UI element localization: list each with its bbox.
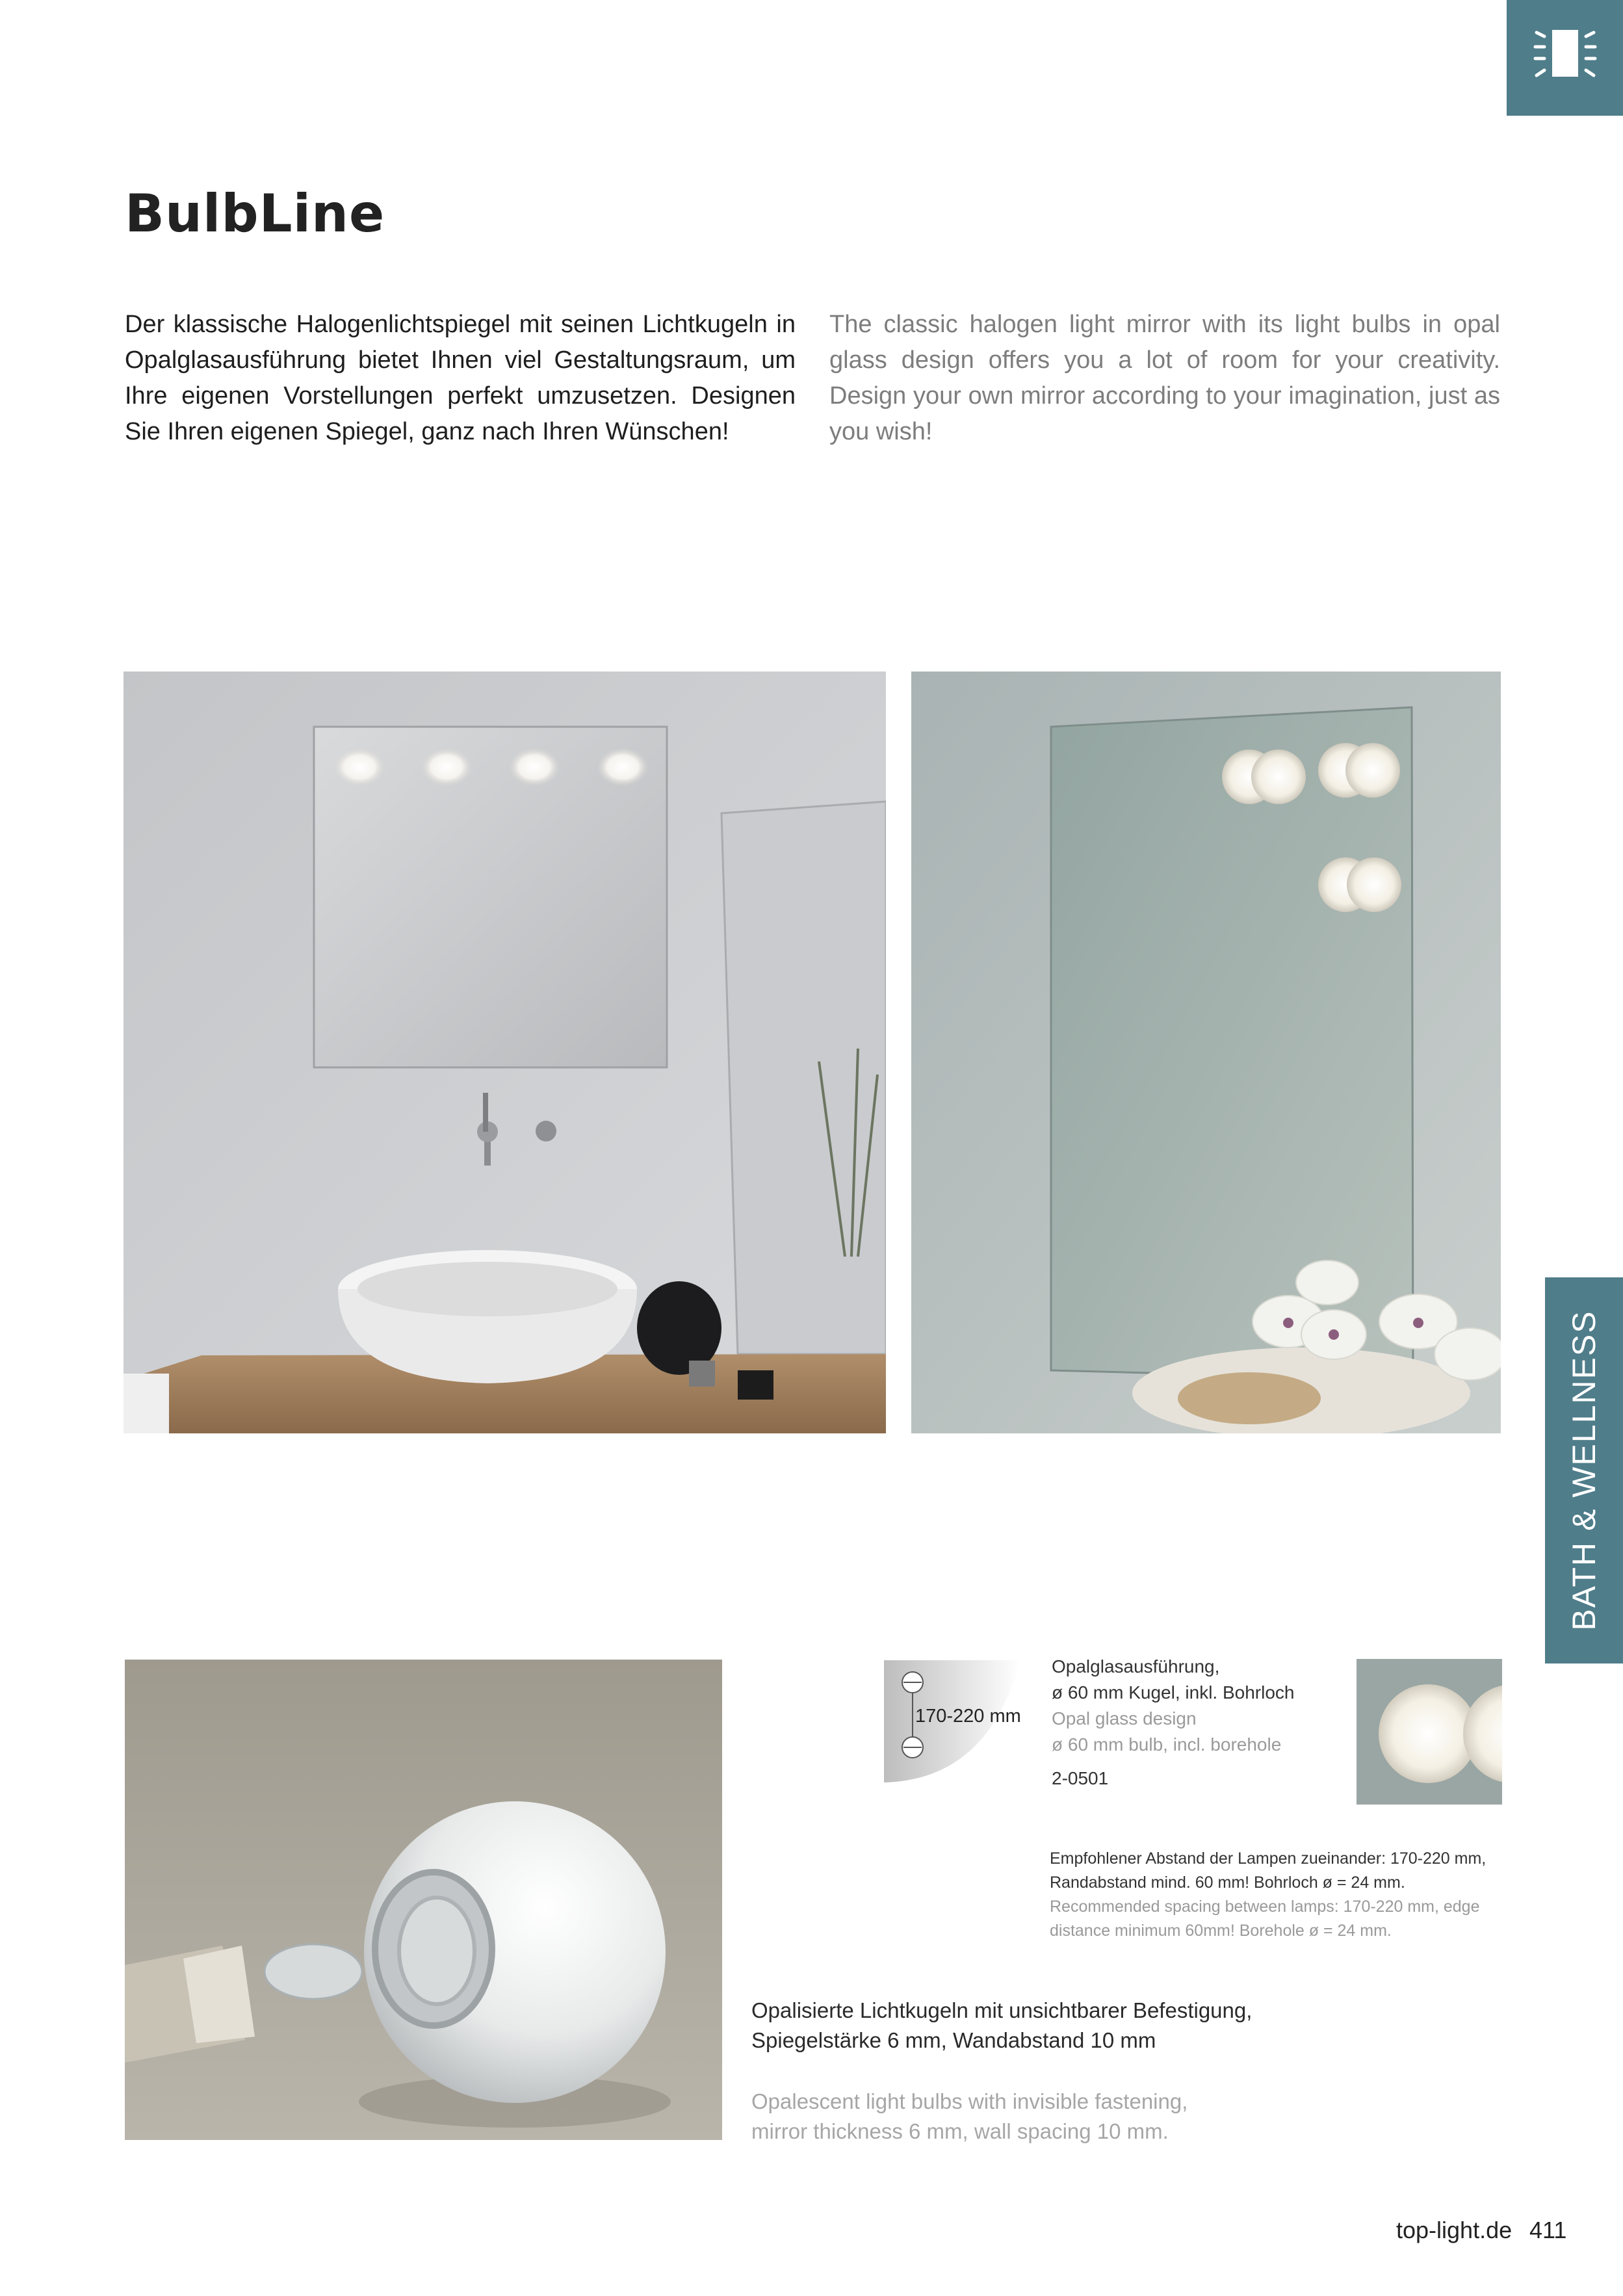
spec-english-line-1: Opal glass design: [1052, 1708, 1197, 1729]
bathroom-mirror-photo: [123, 672, 886, 1433]
spacing-note-english-line-1: Recommended spacing between lamps: 170-220 mm, edge: [1050, 1898, 1480, 1916]
spacing-note-german-line-2: Randabstand mind. 60 mm! Bohrloch ø = 24 mm.: [1050, 1873, 1405, 1892]
section-side-tab-label: BATH & WELLNESS: [1566, 1310, 1602, 1631]
spec-english-line-2: ø 60 mm bulb, incl. borehole: [1052, 1734, 1282, 1755]
features-german-line-1: Opalisierte Lichtkugeln mit unsichtbarer Befestigung,: [751, 1998, 1253, 2022]
spacing-label: 170-220 mm: [915, 1706, 1021, 1727]
category-icon-tab: [1507, 0, 1623, 116]
mirror-orchids-photo: [911, 672, 1501, 1433]
spacing-note-german-line-1: Empfohlener Abstand der Lampen zueinander: 170-220 mm,: [1050, 1849, 1487, 1868]
section-side-tab: [1545, 1277, 1623, 1663]
spacing-note-english-line-2: distance minimum 60mm! Borehole ø = 24 mm.: [1050, 1922, 1392, 1940]
bulb-detail-photo: [1357, 1659, 1502, 1805]
spec-german-line-2: ø 60 mm Kugel, inkl. Bohrloch: [1052, 1682, 1295, 1702]
product-code: 2-0501: [1052, 1768, 1109, 1788]
intro-text-english: The classic halogen light mirror with its light bulbs in opal glass design offers you a lot of room for your creativity. Design your own mirror according to your imagination, just as you wish!: [829, 311, 1500, 445]
intro-text-german: Der klassische Halogenlichtspiegel mit seinen Lichtkugeln in Opalglasausführung bietet Ihnen viel Gestaltungsraum, um Ihre eigenen Vorstellungen perfekt umzusetzen. Designen Sie Ihren eigenen Spiegel, ganz nach Ihren Wünschen!: [125, 311, 796, 445]
spec-german-line-1: Opalglasausführung,: [1052, 1656, 1220, 1676]
opal-bulb-closeup-photo: [125, 1660, 722, 2140]
features-german-line-2: Spiegelstärke 6 mm, Wandabstand 10 mm: [751, 2028, 1156, 2052]
mirror-lights-icon: [1507, 0, 1623, 116]
page-number: 411: [1529, 2217, 1567, 2243]
page-title: BulbLine: [125, 183, 385, 244]
footer-website: top-light.de: [1396, 2217, 1513, 2243]
features-english-line-2: mirror thickness 6 mm, wall spacing 10 mm.: [751, 2119, 1169, 2143]
features-english-line-1: Opalescent light bulbs with invisible fastening,: [751, 2089, 1188, 2113]
